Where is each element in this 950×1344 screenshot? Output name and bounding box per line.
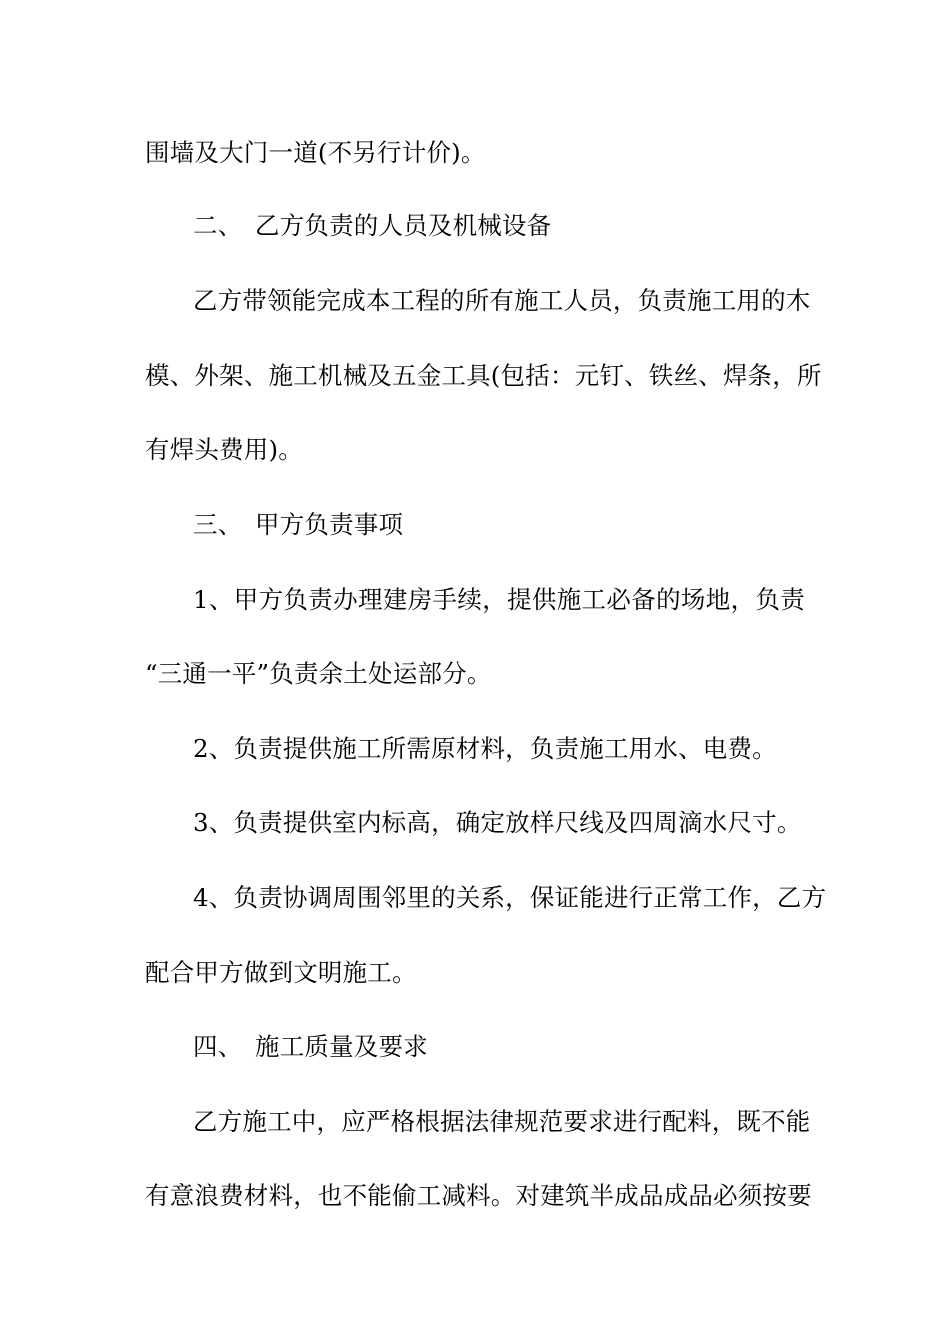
paragraph-line: 4、负责协调周围邻里的关系，保证能进行正常工作，乙方 [193, 883, 827, 912]
paragraph-line: 围墙及大门一道(不另行计价)。 [145, 138, 486, 167]
section-heading-4 [193, 1032, 873, 1062]
section-title: 施工质量及要求 [255, 1032, 428, 1061]
section-title: 乙方负责的人员及机械设备 [255, 211, 552, 240]
paragraph-line: 有意浪费材料，也不能偷工减料。对建筑半成品成品必须按要 [145, 1181, 812, 1210]
section-heading-2 [193, 211, 873, 241]
paragraph-line: 配合甲方做到文明施工。 [145, 958, 417, 987]
section-number: 四、 [193, 1032, 243, 1061]
paragraph-line: 3、负责提供室内标高，确定放样尺线及四周滴水尺寸。 [193, 808, 802, 837]
paragraph-line: “三通一平”负责余土处运部分。 [145, 659, 492, 688]
paragraph-line: 模、外架、施工机械及五金工具(包括：元钉、铁丝、焊条，所 [145, 361, 822, 390]
paragraph-line: 乙方施工中，应严格根据法律规范要求进行配料，既不能 [193, 1107, 811, 1136]
section-number: 二、 [193, 211, 243, 240]
paragraph-line: 1、甲方负责办理建房手续，提供施工必备的场地，负责 [193, 585, 805, 614]
paragraph-line: 2、负责提供施工所需原材料，负责施工用水、电费。 [193, 734, 777, 763]
section-title: 甲方负责事项 [255, 510, 404, 539]
paragraph-line: 有焊头费用)。 [145, 435, 303, 464]
paragraph-line: 乙方带领能完成本工程的所有施工人员，负责施工用的木 [193, 286, 811, 315]
section-number: 三、 [193, 510, 243, 539]
section-heading-3 [193, 510, 873, 540]
